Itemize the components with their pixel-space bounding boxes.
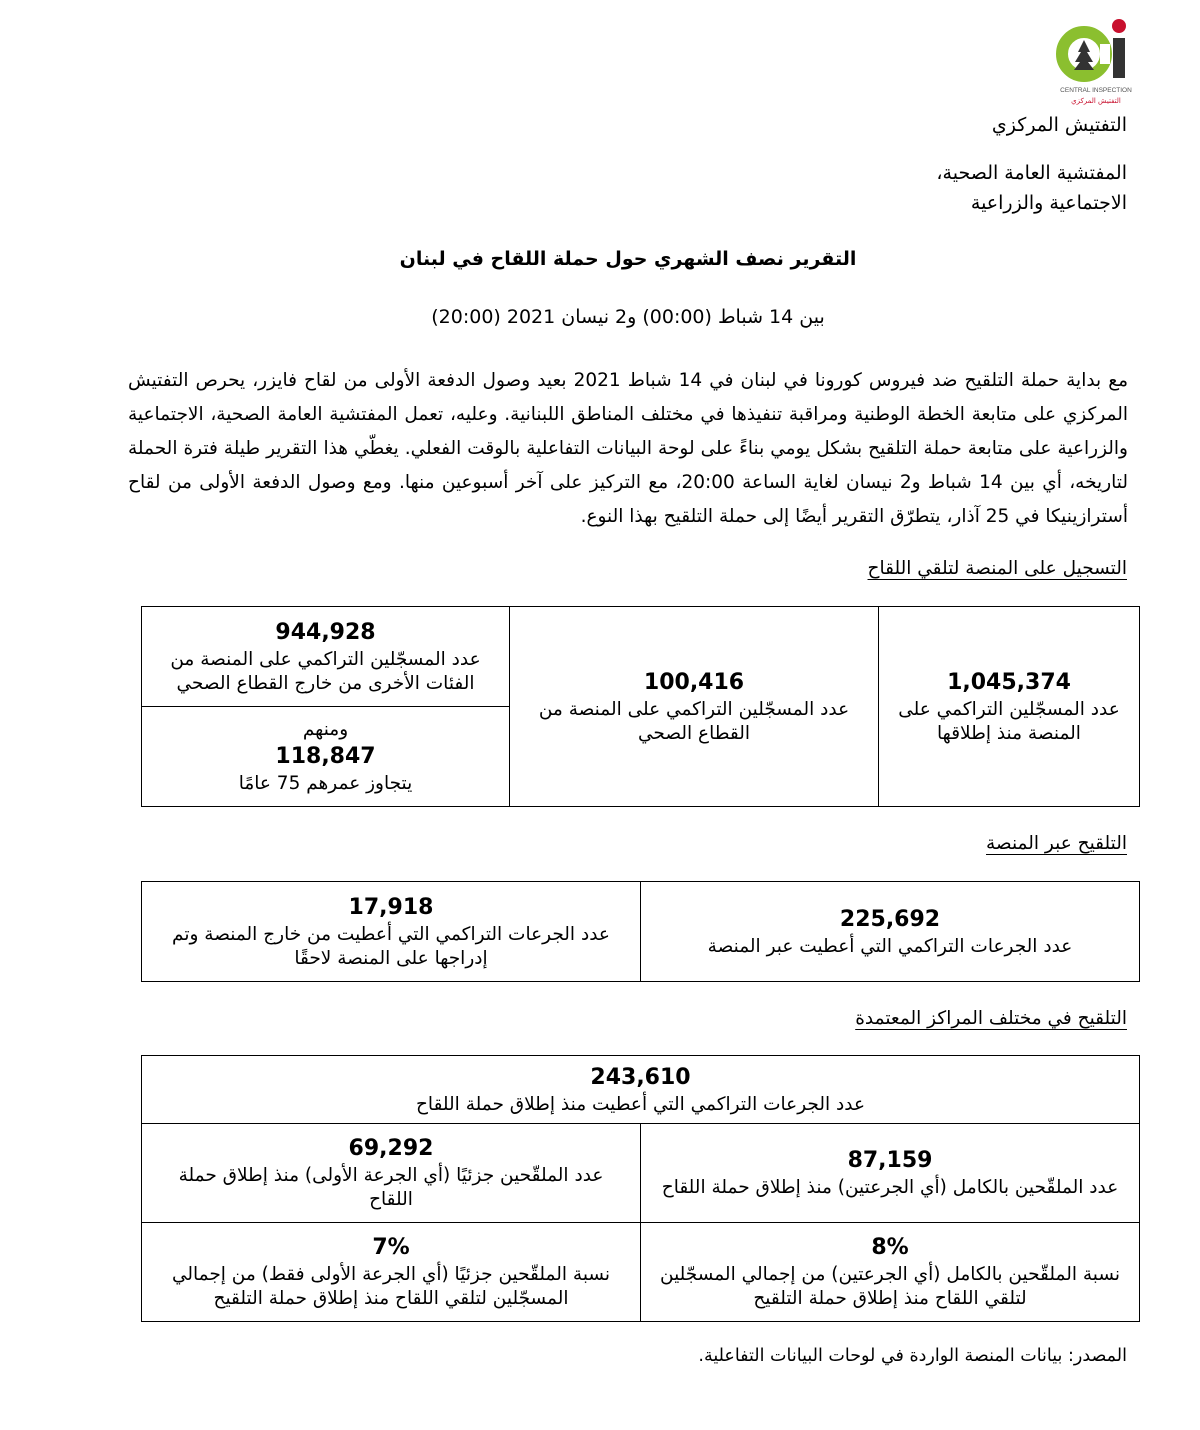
section-heading-centers: التلقيح في مختلف المراكز المعتمدة [855, 1008, 1127, 1029]
doses-outside-platform-value: 17,918 [348, 894, 434, 920]
registered-over75-prefix: ومنهم [302, 718, 349, 740]
partially-vaccinated-pct-value: 7% [372, 1235, 410, 1260]
source-note: المصدر: بيانات المنصة الواردة في لوحات البيانات التفاعلية. [698, 1346, 1127, 1366]
central-inspection-logo [1054, 14, 1138, 110]
centers-vaccination-table [141, 1055, 1140, 1322]
platform-vaccination-table [141, 881, 1140, 982]
registered-total-label: عدد المسجّلين التراكمي على المنصة منذ إطلاقها [898, 698, 1120, 744]
registered-over75-label: يتجاوز عمرهم 75 عامًا [238, 772, 413, 794]
partially-vaccinated-label: عدد الملقّحين جزئيًا (أي الجرعة الأولى) منذ إطلاق حملة اللقاح [178, 1165, 604, 1210]
registered-over75-value: 118,847 [275, 743, 376, 769]
total-doses-label: عدد الجرعات التراكمي التي أعطيت منذ إطلاق حملة اللقاح [415, 1093, 866, 1115]
doses-via-platform-label: عدد الجرعات التراكمي التي أعطيت عبر المنصة [707, 935, 1073, 957]
section-heading-registration: التسجيل على المنصة لتلقي اللقاح [867, 558, 1127, 579]
inspectorate-line-2: الاجتماعية والزراعية [970, 192, 1127, 214]
doses-outside-platform-cell [142, 882, 641, 982]
registered-other-label: عدد المسجّلين التراكمي على المنصة من الفئات الأخرى من خارج القطاع الصحي [170, 648, 481, 694]
report-title: التقرير نصف الشهري حول حملة اللقاح في لبنان [399, 248, 857, 270]
partially-vaccinated-cell [142, 1124, 641, 1223]
registered-other-value: 944,928 [275, 619, 376, 645]
registered-health-cell [510, 607, 879, 807]
svg-text:CENTRAL INSPECTION: CENTRAL INSPECTION [1060, 87, 1132, 94]
total-doses-value: 243,610 [590, 1064, 691, 1090]
section-heading-platform: التلقيح عبر المنصة [986, 833, 1127, 854]
doses-via-platform-cell [641, 882, 1140, 982]
fully-vaccinated-pct-label: نسبة الملقّحين بالكامل (أي الجرعتين) من إجمالي المسجّلين لتلقي اللقاح منذ إطلاق حملة التلقيح [660, 1264, 1121, 1309]
report-period: بين 14 شباط (00:00) و2 نيسان 2021 (20:00) [431, 306, 825, 328]
org-name: التفتيش المركزي [991, 114, 1127, 136]
registered-over75-cell [142, 707, 510, 807]
registered-health-label: عدد المسجّلين التراكمي على المنصة من القطاع الصحي [538, 698, 850, 744]
partially-vaccinated-value: 69,292 [348, 1136, 434, 1161]
registered-total-value: 1,045,374 [947, 669, 1071, 695]
intro-paragraph: مع بداية حملة التلقيح ضد فيروس كورونا في لبنان في 14 شباط 2021 بعيد وصول الدفعة الأولى من لقاح فايزر، يحرص التفتيش المركزي على متابعة الخطة الوطنية ومراقبة تنفيذها في مختلف المناطق اللبنانية. وعليه، تعمل المفتشية العامة الصحية، الاجتماعية والزراعية على متابعة حملة التلقيح بشكل يومي بناءً على لوحة البيانات التفاعلية بالوقت الفعلي. يغطّي هذا التقرير طيلة فترة الحملة لتاريخه، أي بين 14 شباط و2 نيسان لغاية الساعة 20:00، مع التركيز على آخر أسبوعين منها. ومع وصول الدفعة الأولى من لقاح أسترازينيكا في 25 آذار، يتطرّق التقرير أيضًا إلى حملة التلقيح بهذا النوع. [128, 370, 1128, 527]
registered-total-cell [879, 607, 1140, 807]
partially-vaccinated-pct-label: نسبة الملقّحين جزئيًا (أي الجرعة الأولى فقط) من إجمالي المسجّلين لتلقي اللقاح منذ إطلاق حملة التلقيح [171, 1264, 611, 1309]
fully-vaccinated-label: عدد الملقّحين بالكامل (أي الجرعتين) منذ إطلاق حملة اللقاح [661, 1177, 1119, 1198]
fully-vaccinated-pct-cell [641, 1223, 1140, 1322]
registration-table [141, 606, 1140, 807]
fully-vaccinated-cell [641, 1124, 1140, 1223]
partially-vaccinated-pct-cell [142, 1223, 641, 1322]
inspectorate-line-1: المفتشية العامة الصحية، [936, 162, 1127, 184]
fully-vaccinated-pct-value: 8% [871, 1235, 909, 1260]
doses-outside-platform-label: عدد الجرعات التراكمي التي أعطيت من خارج المنصة وتم إدراجها على المنصة لاحقًا [172, 923, 610, 969]
svg-text:التفتيش المركزي: التفتيش المركزي [1071, 97, 1121, 105]
registered-other-cell [142, 607, 510, 707]
doses-via-platform-value: 225,692 [839, 906, 941, 932]
total-doses-cell [142, 1056, 1140, 1124]
registered-health-value: 100,416 [643, 669, 745, 695]
fully-vaccinated-value: 87,159 [847, 1148, 933, 1173]
